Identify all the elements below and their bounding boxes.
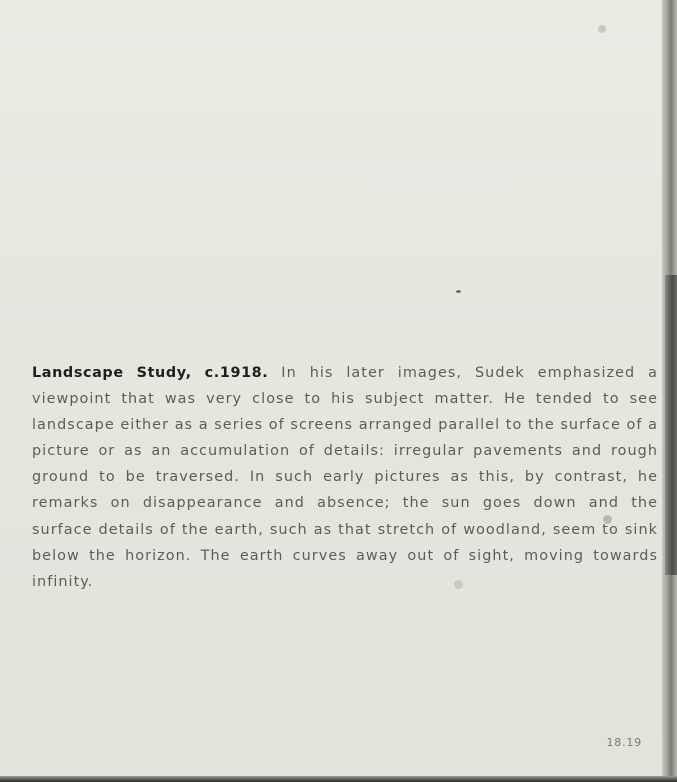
caption-title: Landscape Study, c.1918. (32, 365, 269, 381)
spine-shadow (665, 275, 677, 575)
paper-speck (598, 25, 606, 33)
caption-body: In his later images, Sudek emphasized a viewpoint that was very close to his subject matter. He tended to see landscape either as a series of screens arranged parallel to the surface of a picture or as an accumulation of details: irregular pavements and rough ground to be traversed. In such early pictures as this, by contrast, he remarks on disappearance and absence; the sun goes down and the surface details of the earth, such as that stretch of woodland, seem to sink below the horizon. The earth curves away out of sight, moving towards infinity. (32, 365, 658, 590)
page-bottom-edge (0, 776, 677, 782)
paper-speck (456, 290, 461, 293)
caption-paragraph (32, 360, 658, 595)
book-spine-edge (662, 0, 677, 782)
page-number: 18.19 (606, 736, 642, 749)
